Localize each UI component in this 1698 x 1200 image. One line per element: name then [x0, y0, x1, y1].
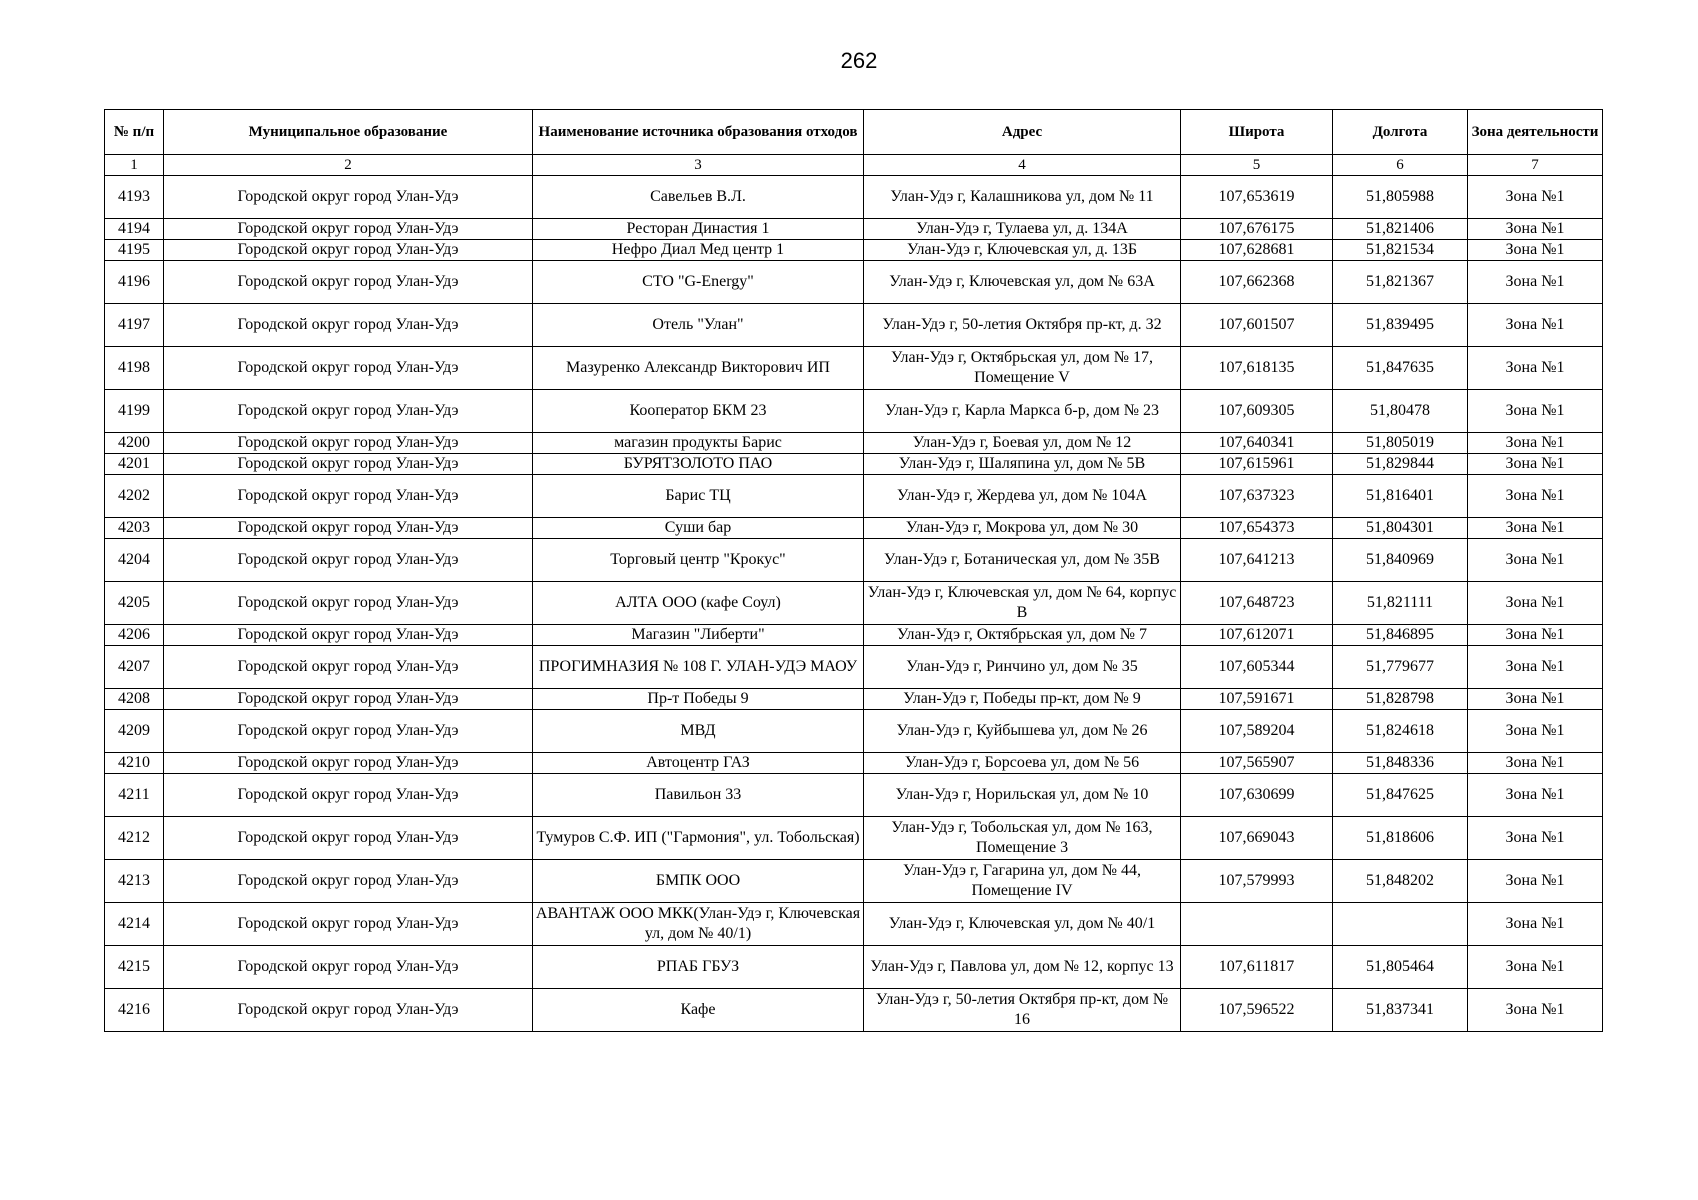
row-number: 4209	[105, 710, 164, 753]
source-name: Кафе	[533, 989, 864, 1032]
source-name: БМПК ООО	[533, 860, 864, 903]
row-number: 4203	[105, 518, 164, 539]
municipality: Городской округ город Улан-Удэ	[164, 347, 533, 390]
source-name: Барис ТЦ	[533, 475, 864, 518]
address: Улан-Удэ г, Ключевская ул, д. 13Б	[864, 240, 1181, 261]
municipality: Городской округ город Улан-Удэ	[164, 710, 533, 753]
longitude: 51,824618	[1333, 710, 1468, 753]
longitude: 51,848336	[1333, 753, 1468, 774]
zone: Зона №1	[1468, 240, 1603, 261]
latitude: 107,605344	[1181, 646, 1333, 689]
zone: Зона №1	[1468, 304, 1603, 347]
page-number: 262	[840, 48, 878, 73]
zone: Зона №1	[1468, 454, 1603, 475]
address: Улан-Удэ г, Боевая ул, дом № 12	[864, 433, 1181, 454]
zone: Зона №1	[1468, 689, 1603, 710]
longitude: 51,821406	[1333, 219, 1468, 240]
row-number: 4211	[105, 774, 164, 817]
address: Улан-Удэ г, Октябрьская ул, дом № 17, Помещение V	[864, 347, 1181, 390]
latitude: 107,628681	[1181, 240, 1333, 261]
address: Улан-Удэ г, Ключевская ул, дом № 64, корпус В	[864, 582, 1181, 625]
source-name: Нефро Диал Мед центр 1	[533, 240, 864, 261]
zone: Зона №1	[1468, 625, 1603, 646]
zone: Зона №1	[1468, 539, 1603, 582]
table-row	[105, 304, 1603, 347]
table-row	[105, 539, 1603, 582]
zone: Зона №1	[1468, 219, 1603, 240]
row-number: 4205	[105, 582, 164, 625]
longitude: 51,846895	[1333, 625, 1468, 646]
table-row	[105, 903, 1603, 946]
zone: Зона №1	[1468, 176, 1603, 219]
address: Улан-Удэ г, Ботаническая ул, дом № 35В	[864, 539, 1181, 582]
table-row	[105, 817, 1603, 860]
longitude: 51,848202	[1333, 860, 1468, 903]
address: Улан-Удэ г, Ринчино ул, дом № 35	[864, 646, 1181, 689]
source-name: Пр-т Победы 9	[533, 689, 864, 710]
municipality: Городской округ город Улан-Удэ	[164, 454, 533, 475]
source-name: Суши бар	[533, 518, 864, 539]
table-row	[105, 261, 1603, 304]
longitude: 51,837341	[1333, 989, 1468, 1032]
latitude: 107,591671	[1181, 689, 1333, 710]
municipality: Городской округ город Улан-Удэ	[164, 625, 533, 646]
municipality: Городской округ город Улан-Удэ	[164, 817, 533, 860]
source-name: Кооператор БКМ 23	[533, 390, 864, 433]
municipality: Городской округ город Улан-Удэ	[164, 646, 533, 689]
source-name: Павильон 33	[533, 774, 864, 817]
longitude: 51,816401	[1333, 475, 1468, 518]
zone: Зона №1	[1468, 710, 1603, 753]
latitude: 107,630699	[1181, 774, 1333, 817]
row-number: 4204	[105, 539, 164, 582]
municipality: Городской округ город Улан-Удэ	[164, 774, 533, 817]
latitude: 107,596522	[1181, 989, 1333, 1032]
municipality: Городской округ город Улан-Удэ	[164, 475, 533, 518]
municipality: Городской округ город Улан-Удэ	[164, 582, 533, 625]
zone: Зона №1	[1468, 390, 1603, 433]
address: Улан-Удэ г, Куйбышева ул, дом № 26	[864, 710, 1181, 753]
table-row	[105, 454, 1603, 475]
zone: Зона №1	[1468, 433, 1603, 454]
row-number: 4193	[105, 176, 164, 219]
header-cell: Долгота	[1333, 110, 1468, 155]
zone: Зона №1	[1468, 582, 1603, 625]
zone: Зона №1	[1468, 261, 1603, 304]
longitude: 51,805988	[1333, 176, 1468, 219]
latitude: 107,615961	[1181, 454, 1333, 475]
address: Улан-Удэ г, Ключевская ул, дом № 63А	[864, 261, 1181, 304]
table-row	[105, 946, 1603, 989]
municipality: Городской округ город Улан-Удэ	[164, 689, 533, 710]
table-row	[105, 347, 1603, 390]
table-row	[105, 860, 1603, 903]
table-row	[105, 774, 1603, 817]
address: Улан-Удэ г, Калашникова ул, дом № 11	[864, 176, 1181, 219]
row-number: 4214	[105, 903, 164, 946]
row-number: 4210	[105, 753, 164, 774]
latitude: 107,641213	[1181, 539, 1333, 582]
table-row	[105, 646, 1603, 689]
address: Улан-Удэ г, Павлова ул, дом № 12, корпус 13	[864, 946, 1181, 989]
municipality: Городской округ город Улан-Удэ	[164, 518, 533, 539]
longitude: 51,804301	[1333, 518, 1468, 539]
zone: Зона №1	[1468, 989, 1603, 1032]
column-number-row	[105, 155, 1603, 176]
row-number: 4215	[105, 946, 164, 989]
longitude: 51,779677	[1333, 646, 1468, 689]
municipality: Городской округ город Улан-Удэ	[164, 219, 533, 240]
column-number-cell: 5	[1181, 155, 1333, 176]
table-row	[105, 176, 1603, 219]
latitude: 107,612071	[1181, 625, 1333, 646]
row-number: 4201	[105, 454, 164, 475]
source-name: АВАНТАЖ ООО МКК(Улан-Удэ г, Ключевская ул, дом № 40/1)	[533, 903, 864, 946]
address: Улан-Удэ г, Мокрова ул, дом № 30	[864, 518, 1181, 539]
source-name: Автоцентр ГАЗ	[533, 753, 864, 774]
source-name: Магазин "Либерти"	[533, 625, 864, 646]
header-cell: Муниципальное образование	[164, 110, 533, 155]
address: Улан-Удэ г, Октябрьская ул, дом № 7	[864, 625, 1181, 646]
address: Улан-Удэ г, Победы пр-кт, дом № 9	[864, 689, 1181, 710]
column-number-cell: 7	[1468, 155, 1603, 176]
zone: Зона №1	[1468, 347, 1603, 390]
header-cell: Зона деятельности	[1468, 110, 1603, 155]
latitude: 107,640341	[1181, 433, 1333, 454]
longitude: 51,829844	[1333, 454, 1468, 475]
latitude: 107,637323	[1181, 475, 1333, 518]
row-number: 4212	[105, 817, 164, 860]
row-number: 4200	[105, 433, 164, 454]
zone: Зона №1	[1468, 774, 1603, 817]
longitude: 51,828798	[1333, 689, 1468, 710]
zone: Зона №1	[1468, 946, 1603, 989]
row-number: 4194	[105, 219, 164, 240]
column-number-cell: 6	[1333, 155, 1468, 176]
row-number: 4216	[105, 989, 164, 1032]
source-name: АЛТА ООО (кафе Соул)	[533, 582, 864, 625]
table-row	[105, 989, 1603, 1032]
address: Улан-Удэ г, Борсоева ул, дом № 56	[864, 753, 1181, 774]
address: Улан-Удэ г, Ключевская ул, дом № 40/1	[864, 903, 1181, 946]
longitude: 51,821111	[1333, 582, 1468, 625]
header-cell: Наименование источника образования отходов	[533, 110, 864, 155]
source-name: Торговый центр "Крокус"	[533, 539, 864, 582]
header-cell: Широта	[1181, 110, 1333, 155]
row-number: 4198	[105, 347, 164, 390]
address: Улан-Удэ г, Шаляпина ул, дом № 5В	[864, 454, 1181, 475]
source-name: магазин продукты Барис	[533, 433, 864, 454]
header-row	[105, 110, 1603, 155]
row-number: 4195	[105, 240, 164, 261]
address: Улан-Удэ г, Карла Маркса б-р, дом № 23	[864, 390, 1181, 433]
latitude: 107,676175	[1181, 219, 1333, 240]
row-number: 4207	[105, 646, 164, 689]
table-row	[105, 219, 1603, 240]
table-row	[105, 433, 1603, 454]
address: Улан-Удэ г, Жердева ул, дом № 104А	[864, 475, 1181, 518]
row-number: 4197	[105, 304, 164, 347]
latitude: 107,648723	[1181, 582, 1333, 625]
row-number: 4206	[105, 625, 164, 646]
zone: Зона №1	[1468, 903, 1603, 946]
latitude: 107,669043	[1181, 817, 1333, 860]
table-row	[105, 240, 1603, 261]
column-number-cell: 4	[864, 155, 1181, 176]
latitude: 107,662368	[1181, 261, 1333, 304]
municipality: Городской округ город Улан-Удэ	[164, 261, 533, 304]
latitude	[1181, 903, 1333, 946]
row-number: 4196	[105, 261, 164, 304]
latitude: 107,579993	[1181, 860, 1333, 903]
zone: Зона №1	[1468, 860, 1603, 903]
longitude: 51,818606	[1333, 817, 1468, 860]
municipality: Городской округ город Улан-Удэ	[164, 304, 533, 347]
column-number-cell: 1	[105, 155, 164, 176]
longitude: 51,821534	[1333, 240, 1468, 261]
address: Улан-Удэ г, 50-летия Октября пр-кт, дом № 16	[864, 989, 1181, 1032]
source-name: Савельев В.Л.	[533, 176, 864, 219]
longitude: 51,805464	[1333, 946, 1468, 989]
longitude: 51,80478	[1333, 390, 1468, 433]
address: Улан-Удэ г, 50-летия Октября пр-кт, д. 32	[864, 304, 1181, 347]
source-name: СТО "G-Energy"	[533, 261, 864, 304]
municipality: Городской округ город Улан-Удэ	[164, 539, 533, 582]
municipality: Городской округ город Улан-Удэ	[164, 903, 533, 946]
source-name: Отель "Улан"	[533, 304, 864, 347]
column-number-cell: 3	[533, 155, 864, 176]
longitude: 51,847635	[1333, 347, 1468, 390]
source-name: ПРОГИМНАЗИЯ № 108 Г. УЛАН-УДЭ МАОУ	[533, 646, 864, 689]
municipality: Городской округ город Улан-Удэ	[164, 433, 533, 454]
address: Улан-Удэ г, Норильская ул, дом № 10	[864, 774, 1181, 817]
column-number-cell: 2	[164, 155, 533, 176]
longitude: 51,821367	[1333, 261, 1468, 304]
table-row	[105, 625, 1603, 646]
row-number: 4208	[105, 689, 164, 710]
longitude: 51,840969	[1333, 539, 1468, 582]
address: Улан-Удэ г, Гагарина ул, дом № 44, Помещение IV	[864, 860, 1181, 903]
header-cell: № п/п	[105, 110, 164, 155]
zone: Зона №1	[1468, 817, 1603, 860]
source-name: МВД	[533, 710, 864, 753]
table-row	[105, 518, 1603, 539]
row-number: 4213	[105, 860, 164, 903]
municipality: Городской округ город Улан-Удэ	[164, 176, 533, 219]
waste-sources-table	[104, 109, 1603, 1032]
row-number: 4199	[105, 390, 164, 433]
longitude: 51,839495	[1333, 304, 1468, 347]
source-name: РПАБ ГБУЗ	[533, 946, 864, 989]
municipality: Городской округ город Улан-Удэ	[164, 753, 533, 774]
latitude: 107,565907	[1181, 753, 1333, 774]
municipality: Городской округ город Улан-Удэ	[164, 390, 533, 433]
municipality: Городской округ город Улан-Удэ	[164, 946, 533, 989]
latitude: 107,589204	[1181, 710, 1333, 753]
zone: Зона №1	[1468, 753, 1603, 774]
source-name: БУРЯТЗОЛОТО ПАО	[533, 454, 864, 475]
address: Улан-Удэ г, Тобольская ул, дом № 163, Помещение 3	[864, 817, 1181, 860]
longitude	[1333, 903, 1468, 946]
municipality: Городской округ город Улан-Удэ	[164, 860, 533, 903]
municipality: Городской округ город Улан-Удэ	[164, 240, 533, 261]
table-row	[105, 475, 1603, 518]
address: Улан-Удэ г, Тулаева ул, д. 134А	[864, 219, 1181, 240]
table-row	[105, 390, 1603, 433]
table-row	[105, 689, 1603, 710]
latitude: 107,609305	[1181, 390, 1333, 433]
source-name: Ресторан Династия 1	[533, 219, 864, 240]
latitude: 107,654373	[1181, 518, 1333, 539]
longitude: 51,805019	[1333, 433, 1468, 454]
table-row	[105, 710, 1603, 753]
latitude: 107,611817	[1181, 946, 1333, 989]
latitude: 107,618135	[1181, 347, 1333, 390]
header-cell: Адрес	[864, 110, 1181, 155]
source-name: Тумуров С.Ф. ИП ("Гармония", ул. Тобольская)	[533, 817, 864, 860]
longitude: 51,847625	[1333, 774, 1468, 817]
latitude: 107,601507	[1181, 304, 1333, 347]
municipality: Городской округ город Улан-Удэ	[164, 989, 533, 1032]
table-row	[105, 582, 1603, 625]
zone: Зона №1	[1468, 475, 1603, 518]
row-number: 4202	[105, 475, 164, 518]
zone: Зона №1	[1468, 646, 1603, 689]
zone: Зона №1	[1468, 518, 1603, 539]
source-name: Мазуренко Александр Викторович ИП	[533, 347, 864, 390]
latitude: 107,653619	[1181, 176, 1333, 219]
table-row	[105, 753, 1603, 774]
